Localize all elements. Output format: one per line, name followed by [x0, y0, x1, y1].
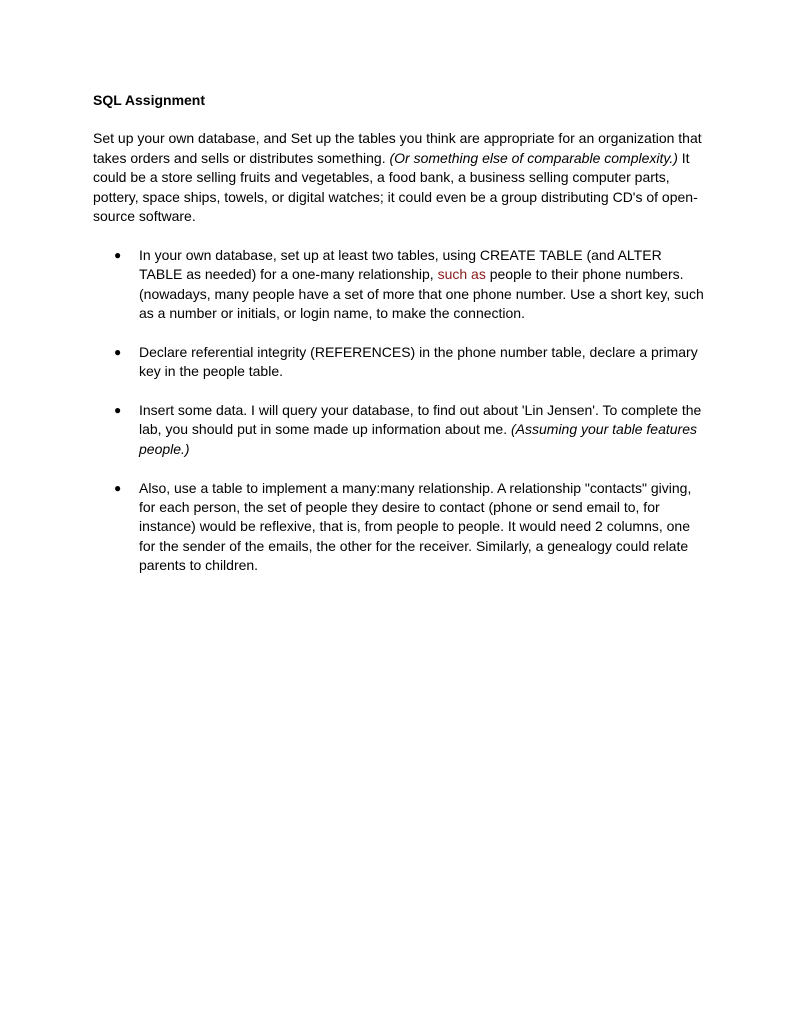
- requirements-list: [93, 246, 705, 576]
- item-1-text-a: In your own database, set up at least two tables, using CREATE TABLE (and ALTER TABLE as needed) for a one-many relationship,: [139, 246, 662, 283]
- intro-italic: (Or something else of comparable complexity.): [389, 149, 678, 166]
- item-1-highlight: such as: [437, 266, 486, 283]
- document-page: [93, 91, 705, 595]
- intro-paragraph: [93, 129, 705, 226]
- item-3-italic: (Assuming your table features people.): [139, 421, 697, 457]
- item-3-text-a: Insert some data. I will query your database, to find out about 'Lin Jensen'. To complete the lab, you should put in some made up information about me.: [139, 402, 702, 438]
- bullet-icon: ●: [114, 480, 122, 495]
- intro-text-b: It could be a store selling fruits and vegetables, a food bank, a business selling computer parts, pottery, space ships, towels, or digital watches; it could even be a group distributing CD's of open-source software.: [93, 149, 698, 225]
- bullet-icon: ●: [114, 344, 122, 359]
- item-4-text: Also, use a table to implement a many:many relationship. A relationship "contacts" giving, for each person, the set of people they desire to contact (phone or send email to, for instance) would be reflexive, that is, from people to people. It would need 2 columns, one for the sender of the emails, the other for the receiver. Similarly, a genealogy could relate parents to children.: [139, 479, 692, 574]
- list-item: [93, 246, 705, 324]
- item-2-text: Declare referential integrity (REFERENCES) in the phone number table, declare a primary key in the people table.: [139, 343, 698, 380]
- item-1-text-b: people to their phone numbers. (nowadays, many people have a set of more that one phone number. Use a short key, such as a number or initials, or login name, to make the connection.: [139, 266, 704, 322]
- bullet-icon: ●: [114, 247, 122, 262]
- intro-text-a: Set up your own database, and Set up the tables you think are appropriate for an organization that takes orders and sells or distributes something.: [93, 130, 702, 166]
- list-item: [93, 343, 705, 382]
- document-title: SQL Assignment: [93, 92, 206, 108]
- list-item: [93, 401, 705, 459]
- bullet-icon: ●: [114, 403, 122, 418]
- list-item: [93, 479, 705, 576]
